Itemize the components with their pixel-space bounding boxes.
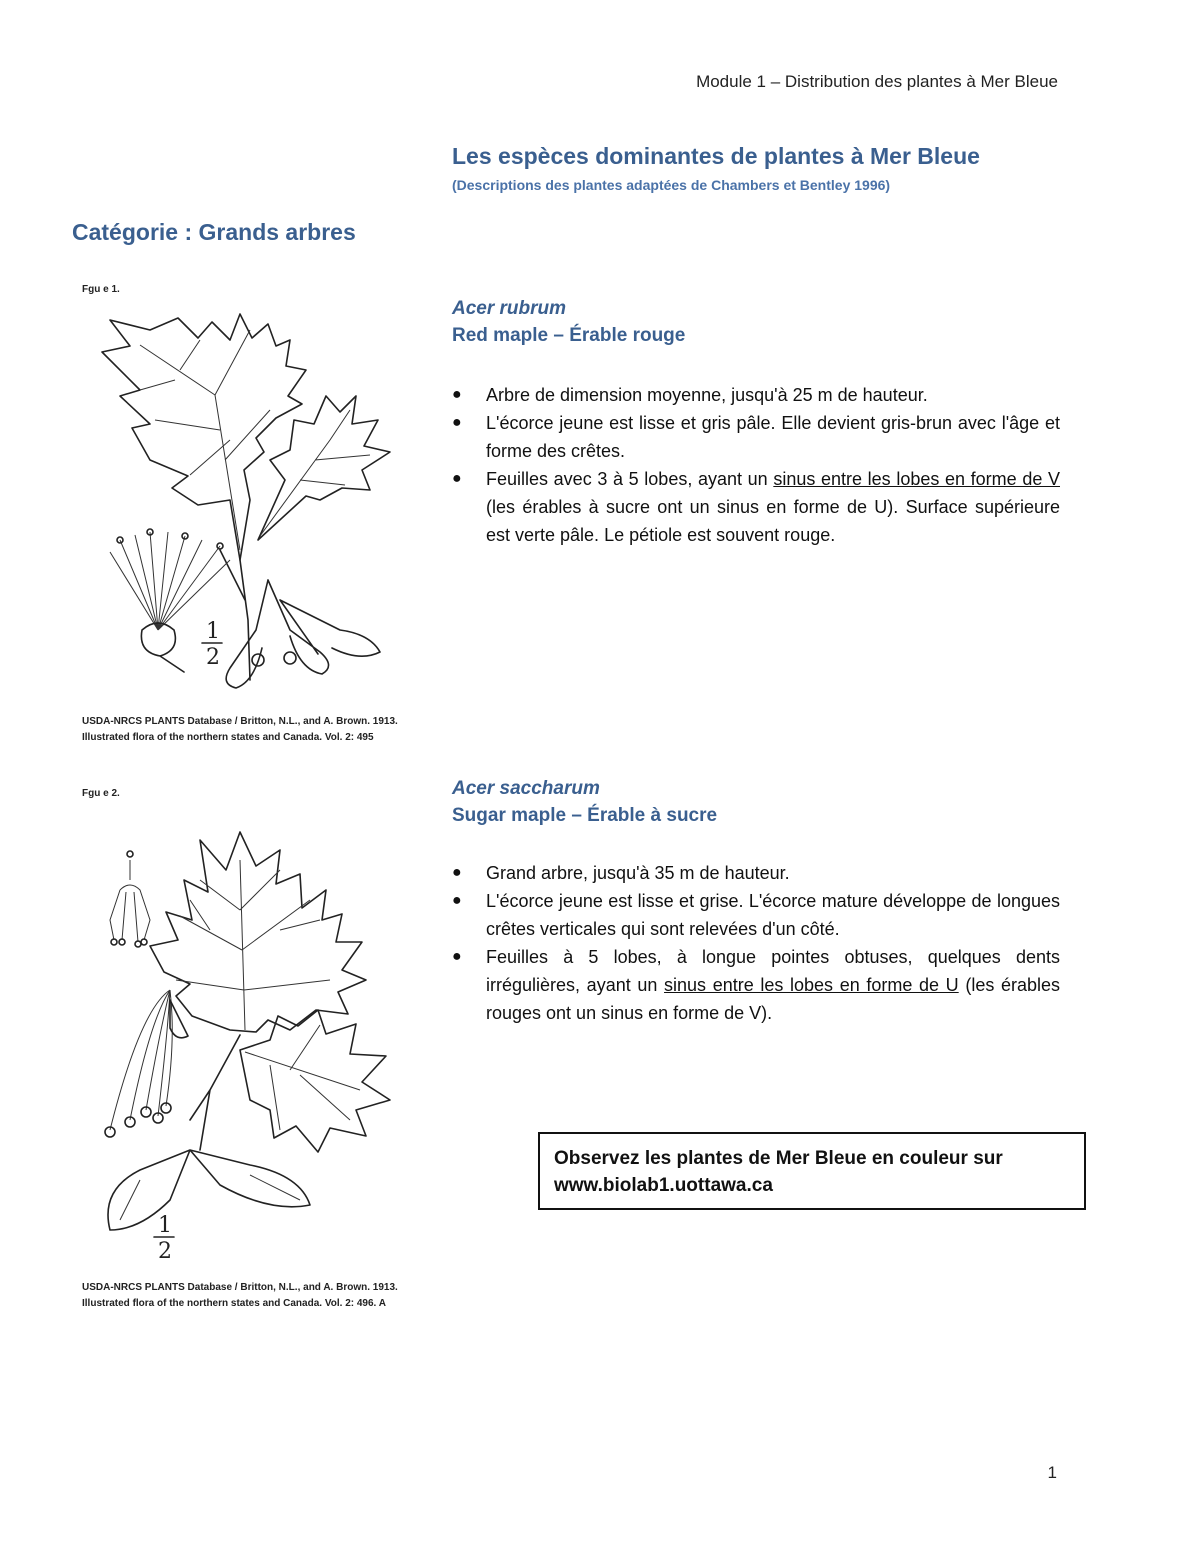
list-item: ● Feuilles à 5 lobes, à longue pointes obtuses, quelques dents irrégulières, ayant un sinus entre les lobes en forme de U (les érables rouges ont un sinus en forme de V). (452, 943, 1060, 1027)
running-header: Module 1 – Distribution des plantes à Mer Bleue (696, 72, 1058, 91)
figure-1-fraction-num: 1 (206, 619, 220, 644)
species-2-scientific-name: Acer saccharum (452, 778, 600, 799)
figure-2-fraction-num: 1 (158, 1213, 172, 1238)
figure-1-caption: USDA-NRCS PLANTS Database / Britton, N.L., and A. Brown. 1913. Illustrated flora of the northern states and Canada. Vol. 2: 495 (82, 716, 398, 743)
bullet-icon: ● (452, 386, 462, 403)
category-heading: Catégorie : Grands arbres (72, 219, 356, 245)
species-1-facts (452, 381, 1060, 549)
callout-link[interactable]: www.biolab1.uottawa.ca (554, 1175, 773, 1196)
figure-2-fraction-den: 2 (158, 1239, 172, 1264)
list-item: ● L'écorce jeune est lisse et gris pâle. Elle devient gris-brun avec l'âge et forme des crêtes. (452, 409, 1060, 465)
species-1-common-name: Red maple – Érable rouge (452, 325, 686, 346)
species-2-common-name: Sugar maple – Érable à sucre (452, 805, 718, 826)
document-subtitle: (Descriptions des plantes adaptées de Chambers et Bentley 1996) (452, 177, 891, 193)
sugar-maple-illustration (80, 820, 410, 1270)
bullet-icon: ● (452, 948, 462, 965)
list-item: ● Grand arbre, jusqu'à 35 m de hauteur. (452, 859, 1060, 887)
figure-1-label: Fgu e 1. (82, 284, 120, 295)
underlined-sinus-u: sinus entre les lobes en forme de U (664, 975, 959, 995)
bullet-icon: ● (452, 892, 462, 909)
underlined-sinus-v: sinus entre les lobes en forme de V (773, 469, 1060, 489)
figure-2-label: Fgu e 2. (82, 788, 120, 799)
bullet-icon: ● (452, 414, 462, 431)
list-item: ● L'écorce jeune est lisse et grise. L'écorce mature développe de longues crêtes verticales qui sont relevées d'un côté. (452, 887, 1060, 943)
bullet-icon: ● (452, 864, 462, 881)
callout-box (538, 1132, 1086, 1210)
list-item: ● Feuilles avec 3 à 5 lobes, ayant un sinus entre les lobes en forme de V (les érables à sucre ont un sinus en forme de U). Surface supérieure est verte pâle. Le pétiole est souvent rouge. (452, 465, 1060, 549)
callout-text: Observez les plantes de Mer Bleue en couleur sur (554, 1148, 1003, 1169)
document-title: Les espèces dominantes de plantes à Mer Bleue (452, 143, 980, 169)
bullet-icon: ● (452, 470, 462, 487)
species-2-facts (452, 859, 1060, 1027)
page-number: 1 (1047, 1463, 1057, 1482)
list-item: ● Arbre de dimension moyenne, jusqu'à 25 m de hauteur. (452, 381, 1060, 409)
red-maple-illustration (80, 300, 410, 710)
species-1-scientific-name: Acer rubrum (452, 298, 567, 319)
figure-2-caption: USDA-NRCS PLANTS Database / Britton, N.L., and A. Brown. 1913. Illustrated flora of the northern states and Canada. Vol. 2: 496. A (82, 1282, 398, 1309)
figure-1-fraction-den: 2 (206, 645, 220, 670)
